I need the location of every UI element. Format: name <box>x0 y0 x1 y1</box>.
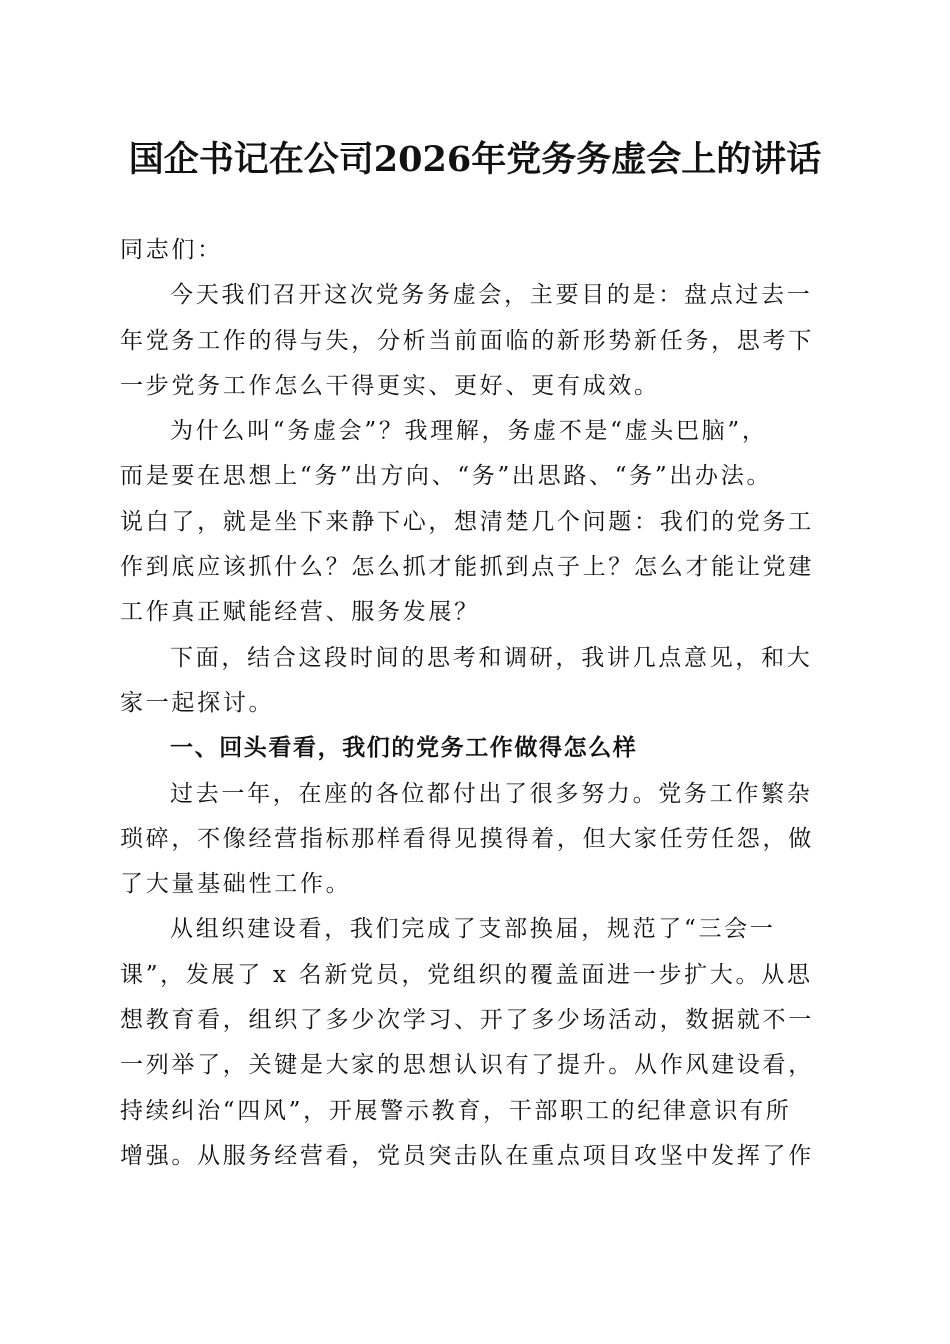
paragraph-line: 下面，结合这段时间的思考和调研，我讲几点意见，和大 <box>170 644 813 671</box>
paragraph-line: 琐碎，不像经营指标那样看得见摸得着，但大家任劳任怨，做 <box>120 825 814 852</box>
document-title: 国企书记在公司2026年党务务虚会上的讲话 <box>128 139 822 180</box>
salutation-line: 同志们： <box>120 237 223 263</box>
paragraph-line: 课”，发展了 x 名新党员，党组织的覆盖面进一步扩大。从思 <box>120 961 813 988</box>
paragraph-line: 增强。从服务经营看，党员突击队在重点项目攻坚中发挥了作 <box>120 1142 814 1169</box>
document-body <box>120 228 840 1179</box>
section-heading: 一、回头看看，我们的党务工作做得怎么样 <box>170 735 638 762</box>
paragraph-line: 作到底应该抓什么？怎么抓才能抓到点子上？怎么才能让党建 <box>120 554 814 581</box>
paragraph-line: 持续纠治“四风”，开展警示教育，干部职工的纪律意识有所 <box>120 1097 792 1124</box>
paragraph-line: 说白了，就是坐下来静下心，想清楚几个问题：我们的党务工 <box>120 508 814 535</box>
paragraph-line: 一列举了，关键是大家的思想认识有了提升。从作风建设看， <box>120 1052 814 1079</box>
paragraph-line: 过去一年，在座的各位都付出了很多努力。党务工作繁杂 <box>170 780 813 807</box>
paragraph-line: 了大量基础性工作。 <box>120 871 352 898</box>
paragraph-line: 家一起探讨。 <box>120 689 275 716</box>
paragraph-line: 从组织建设看，我们完成了支部换届，规范了“三会一 <box>170 916 776 943</box>
paragraph-line: 而是要在思想上“务”出方向、“务”出思路、“务”出办法。 <box>120 463 773 490</box>
paragraph-line: 为什么叫“务虚会”？我理解，务虚不是“虚头巴脑”， <box>170 418 768 445</box>
paragraph-line: 想教育看，组织了多少次学习、开了多少场活动，数据就不一 <box>120 1007 814 1034</box>
paragraph-line: 今天我们召开这次党务务虚会，主要目的是：盘点过去一 <box>170 282 813 309</box>
paragraph-line: 年党务工作的得与失，分析当前面临的新形势新任务，思考下 <box>120 327 814 354</box>
paragraph-line: 一步党务工作怎么干得更实、更好、更有成效。 <box>120 372 660 399</box>
paragraph-line: 工作真正赋能经营、服务发展？ <box>120 599 480 626</box>
